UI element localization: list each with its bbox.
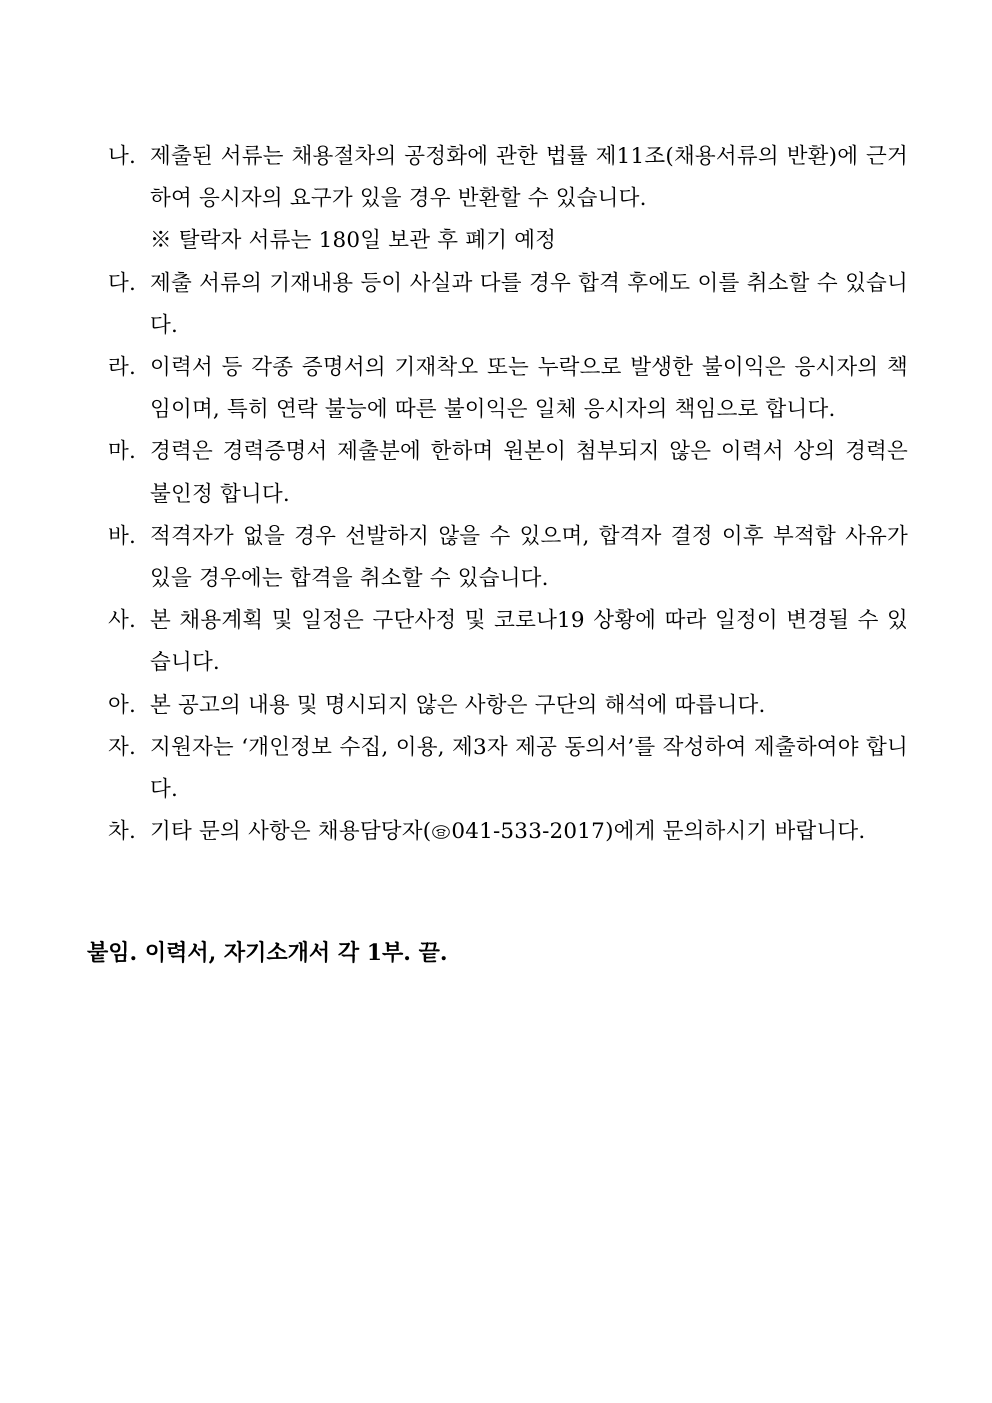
item-marker: 라. — [108, 355, 137, 381]
list-item — [108, 685, 908, 727]
item-text: 이력서 등 각종 증명서의 기재착오 또는 누락으로 발생한 불이익은 응시자의 책임이며, 특히 연락 불능에 따른 불이익은 일체 응시자의 책임으로 합니다. — [150, 355, 908, 423]
item-text: 본 채용계획 및 일정은 구단사정 및 코로나19 상황에 따라 일정이 변경될 수 있습니다. — [150, 608, 908, 676]
list-item — [108, 600, 908, 684]
item-marker: 사. — [108, 608, 137, 634]
item-text: 적격자가 없을 경우 선발하지 않을 수 있으며, 합격자 결정 이후 부적합 사유가 있을 경우에는 합격을 취소할 수 있습니다. — [150, 523, 908, 592]
item-note: ※ 탈락자 서류는 180일 보관 후 폐기 예정 — [150, 228, 557, 254]
item-marker: 차. — [108, 819, 137, 845]
item-marker: 마. — [108, 439, 137, 465]
item-text: 본 공고의 내용 및 명시되지 않은 사항은 구단의 해석에 따릅니다. — [150, 692, 766, 718]
item-text: 경력은 경력증명서 제출분에 한하며 원본이 첨부되지 않은 이력서 상의 경력은 불인정 합니다. — [150, 439, 908, 507]
notice-list — [108, 136, 908, 853]
item-marker: 바. — [108, 523, 137, 549]
contact-phone: 041-533-2017 — [451, 819, 606, 845]
attachment-line: 붙임. 이력서, 자기소개서 각 1부. 끝. — [87, 940, 448, 966]
item-marker: 나. — [108, 144, 137, 169]
item-marker: 아. — [108, 692, 137, 718]
contact-item — [108, 811, 908, 853]
item-marker: 다. — [108, 270, 137, 296]
list-item — [108, 136, 908, 263]
contact-text-before: 기타 문의 사항은 채용담당자( — [150, 819, 432, 845]
list-item — [108, 347, 908, 431]
list-item — [108, 516, 908, 600]
item-text: 제출된 서류는 채용절차의 공정화에 관한 법률 제11조(채용서류의 반환)에 근거하여 응시자의 요구가 있을 경우 반환할 수 있습니다. — [150, 144, 908, 212]
telephone-icon — [432, 825, 450, 839]
list-item — [108, 727, 908, 811]
item-marker: 자. — [108, 734, 137, 760]
list-item — [108, 431, 908, 515]
item-text: 지원자는 ‘개인정보 수집, 이용, 제3자 제공 동의서’를 작성하여 제출하여야 합니다. — [150, 734, 908, 803]
item-text: 제출 서류의 기재내용 등이 사실과 다를 경우 합격 후에도 이를 취소할 수 있습니다. — [150, 270, 908, 338]
list-item — [108, 263, 908, 347]
contact-text-after: )에게 문의하시기 바랍니다. — [605, 819, 866, 845]
